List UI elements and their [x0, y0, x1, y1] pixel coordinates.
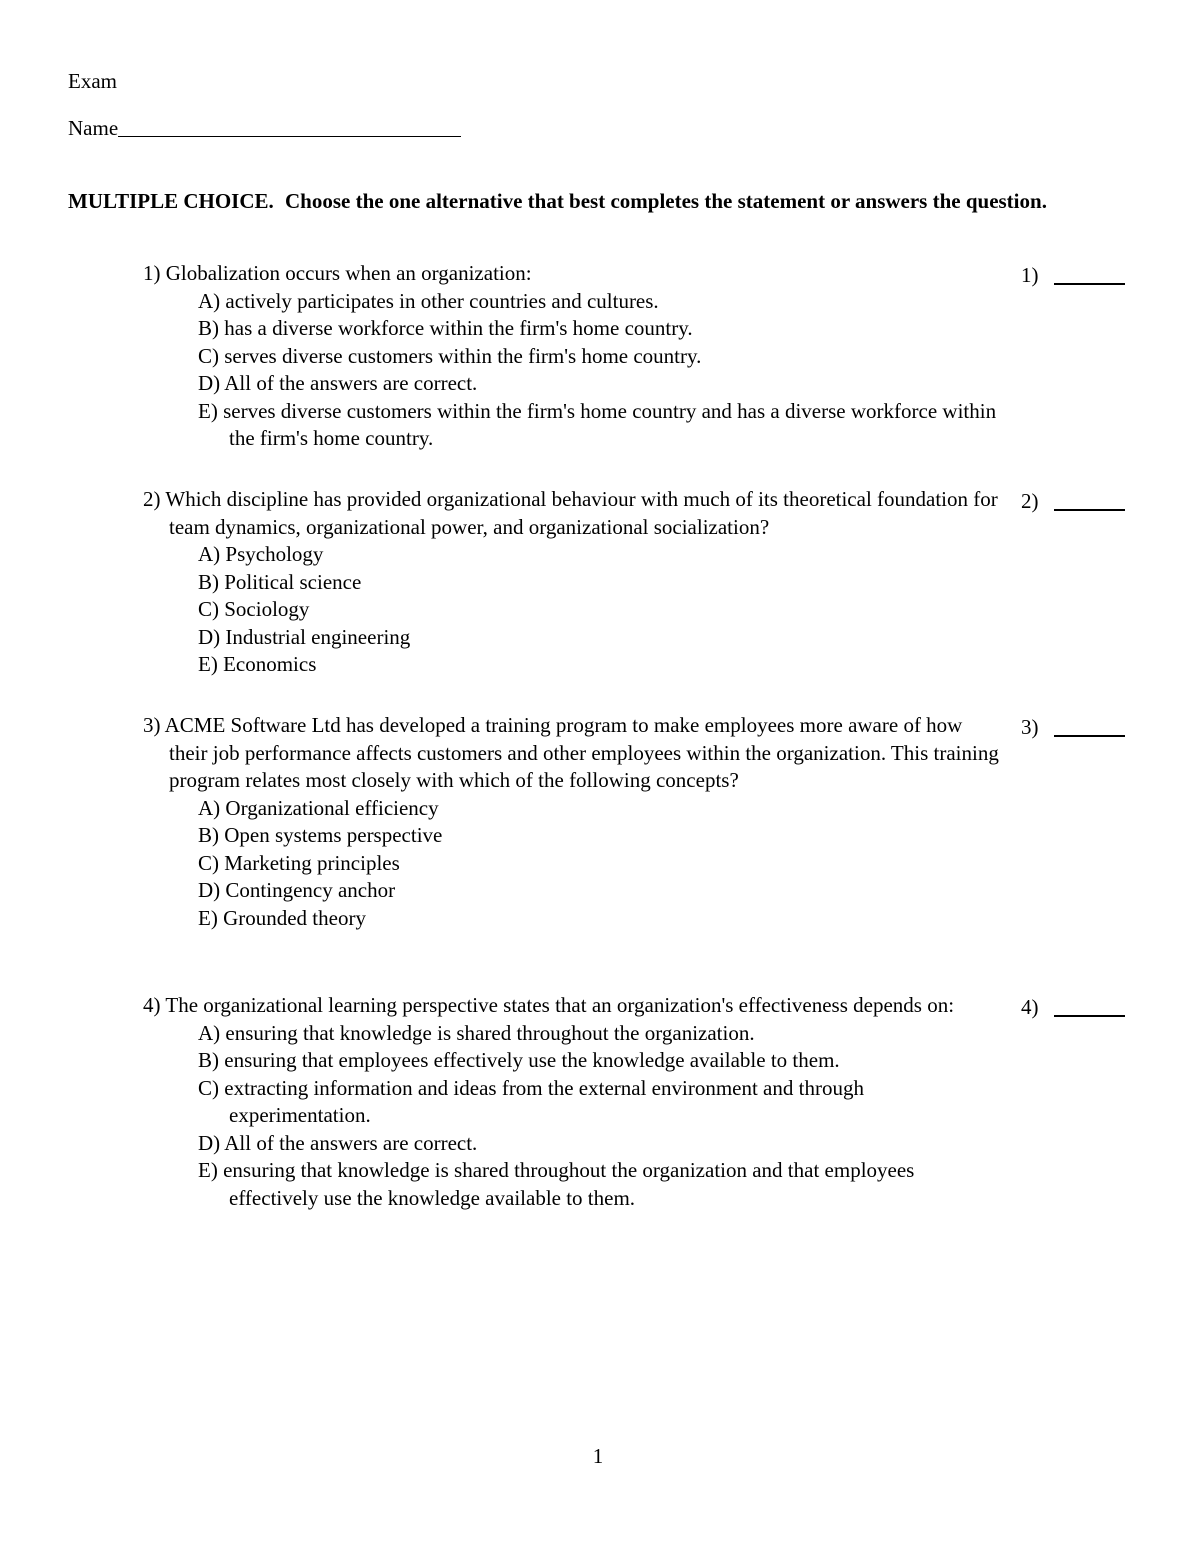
option-letter: C)	[198, 597, 219, 621]
answer-slot-2	[1021, 488, 1125, 514]
option-letter: D)	[198, 1130, 221, 1155]
option-letter: A)	[198, 1020, 221, 1045]
option-text: ensuring that employees effectively use the knowledge available to them.	[224, 1048, 840, 1072]
option-a[interactable]	[198, 1020, 1003, 1048]
option-a[interactable]	[198, 795, 1003, 823]
option-letter: D)	[198, 371, 221, 395]
option-d[interactable]	[198, 370, 1003, 398]
option-letter: A)	[198, 288, 221, 313]
option-text: serves diverse customers within the firm's home country and has a diverse workforce within the firm's home country.	[223, 398, 997, 450]
option-text: Economics	[223, 652, 317, 676]
option-text: serves diverse customers within the firm's home country.	[224, 343, 702, 368]
option-letter: B)	[198, 823, 219, 847]
name-blank-line[interactable]	[118, 115, 461, 137]
answer-slot-3	[1021, 714, 1125, 740]
answer-label: 3)	[1021, 715, 1039, 739]
question-stem	[143, 486, 1003, 541]
option-letter: A)	[198, 542, 221, 566]
option-e[interactable]	[198, 651, 1003, 679]
option-d[interactable]	[198, 1130, 1003, 1158]
option-list	[198, 288, 1003, 453]
option-letter: A)	[198, 795, 221, 820]
option-text: extracting information and ideas from the external environment and through experimentation.	[224, 1075, 864, 1127]
option-list	[198, 795, 1003, 933]
option-text: Grounded theory	[223, 905, 366, 930]
question-text: ACME Software Ltd has developed a training program to make employees more aware of how their job performance affects customers and other employees within the organization. This training program relates most closely with which of the following concepts?	[164, 713, 999, 792]
option-text: Sociology	[224, 597, 310, 621]
option-text: Contingency anchor	[225, 878, 396, 902]
option-text: Political science	[224, 569, 362, 594]
option-d[interactable]	[198, 624, 1003, 652]
option-c[interactable]	[198, 343, 1003, 371]
option-list	[198, 1020, 1003, 1213]
option-text: Industrial engineering	[225, 624, 411, 649]
answer-label: 2)	[1021, 489, 1039, 513]
option-e[interactable]	[198, 905, 1003, 933]
question-text: Globalization occurs when an organization:	[165, 261, 532, 285]
option-letter: E)	[198, 652, 218, 676]
option-letter: D)	[198, 624, 221, 649]
question-stem	[143, 260, 1003, 288]
option-letter: E)	[198, 398, 218, 423]
option-b[interactable]	[198, 822, 1003, 850]
option-text: ensuring that knowledge is shared throughout the organization.	[225, 1020, 755, 1045]
answer-label: 1)	[1021, 263, 1039, 287]
question-number: 3)	[143, 713, 161, 737]
option-letter: B)	[198, 316, 219, 340]
option-c[interactable]	[198, 1075, 1003, 1130]
option-letter: C)	[198, 1075, 219, 1100]
option-b[interactable]	[198, 1047, 1003, 1075]
answer-label: 4)	[1021, 995, 1039, 1019]
option-letter: D)	[198, 878, 221, 902]
answer-blank[interactable]	[1054, 715, 1125, 737]
instructions-text: Choose the one alternative that best completes the statement or answers the question.	[285, 189, 1047, 213]
page-number: 1	[592, 1444, 604, 1468]
option-letter: E)	[198, 905, 218, 930]
answer-blank[interactable]	[1054, 489, 1125, 511]
option-c[interactable]	[198, 850, 1003, 878]
option-text: Organizational efficiency	[225, 795, 439, 820]
option-text: actively participates in other countries and cultures.	[225, 288, 659, 313]
instructions	[68, 187, 1088, 215]
option-e[interactable]	[198, 1157, 1003, 1212]
answer-blank[interactable]	[1054, 995, 1125, 1017]
question-2	[143, 486, 1003, 679]
option-a[interactable]	[198, 541, 1003, 569]
option-text: All of the answers are correct.	[224, 1130, 478, 1155]
question-number: 1)	[143, 261, 161, 285]
question-text: Which discipline has provided organizational behaviour with much of its theoretical foundation for team dynamics, organizational power, and organizational socialization?	[165, 487, 998, 539]
question-number: 2)	[143, 487, 161, 511]
option-letter: C)	[198, 343, 219, 368]
instructions-lead: MULTIPLE CHOICE.	[68, 189, 274, 213]
option-list	[198, 541, 1003, 679]
option-b[interactable]	[198, 569, 1003, 597]
option-text: has a diverse workforce within the firm's home country.	[224, 316, 693, 340]
option-e[interactable]	[198, 398, 1003, 453]
name-field-row	[68, 115, 461, 141]
answer-slot-4	[1021, 994, 1125, 1020]
option-a[interactable]	[198, 288, 1003, 316]
answer-slot-1	[1021, 262, 1125, 288]
option-letter: E)	[198, 1158, 218, 1182]
option-letter: B)	[198, 1048, 219, 1072]
question-stem	[143, 712, 1003, 795]
question-3	[143, 712, 1003, 932]
exam-title: Exam	[68, 69, 117, 93]
option-text: Psychology	[225, 542, 324, 566]
option-b[interactable]	[198, 315, 1003, 343]
option-text: ensuring that knowledge is shared throughout the organization and that employees effectively use the knowledge available to them.	[223, 1158, 915, 1210]
question-text: The organizational learning perspective states that an organization's effectiveness depends on:	[165, 993, 955, 1017]
option-c[interactable]	[198, 596, 1003, 624]
answer-blank[interactable]	[1054, 263, 1125, 285]
question-4	[143, 992, 1003, 1212]
option-d[interactable]	[198, 877, 1003, 905]
option-text: All of the answers are correct.	[224, 371, 478, 395]
name-label: Name	[68, 116, 119, 140]
option-text: Marketing principles	[224, 850, 400, 875]
question-number: 4)	[143, 993, 161, 1017]
option-letter: B)	[198, 569, 219, 594]
option-letter: C)	[198, 850, 219, 875]
question-1	[143, 260, 1003, 453]
option-text: Open systems perspective	[224, 823, 443, 847]
question-stem	[143, 992, 1003, 1020]
